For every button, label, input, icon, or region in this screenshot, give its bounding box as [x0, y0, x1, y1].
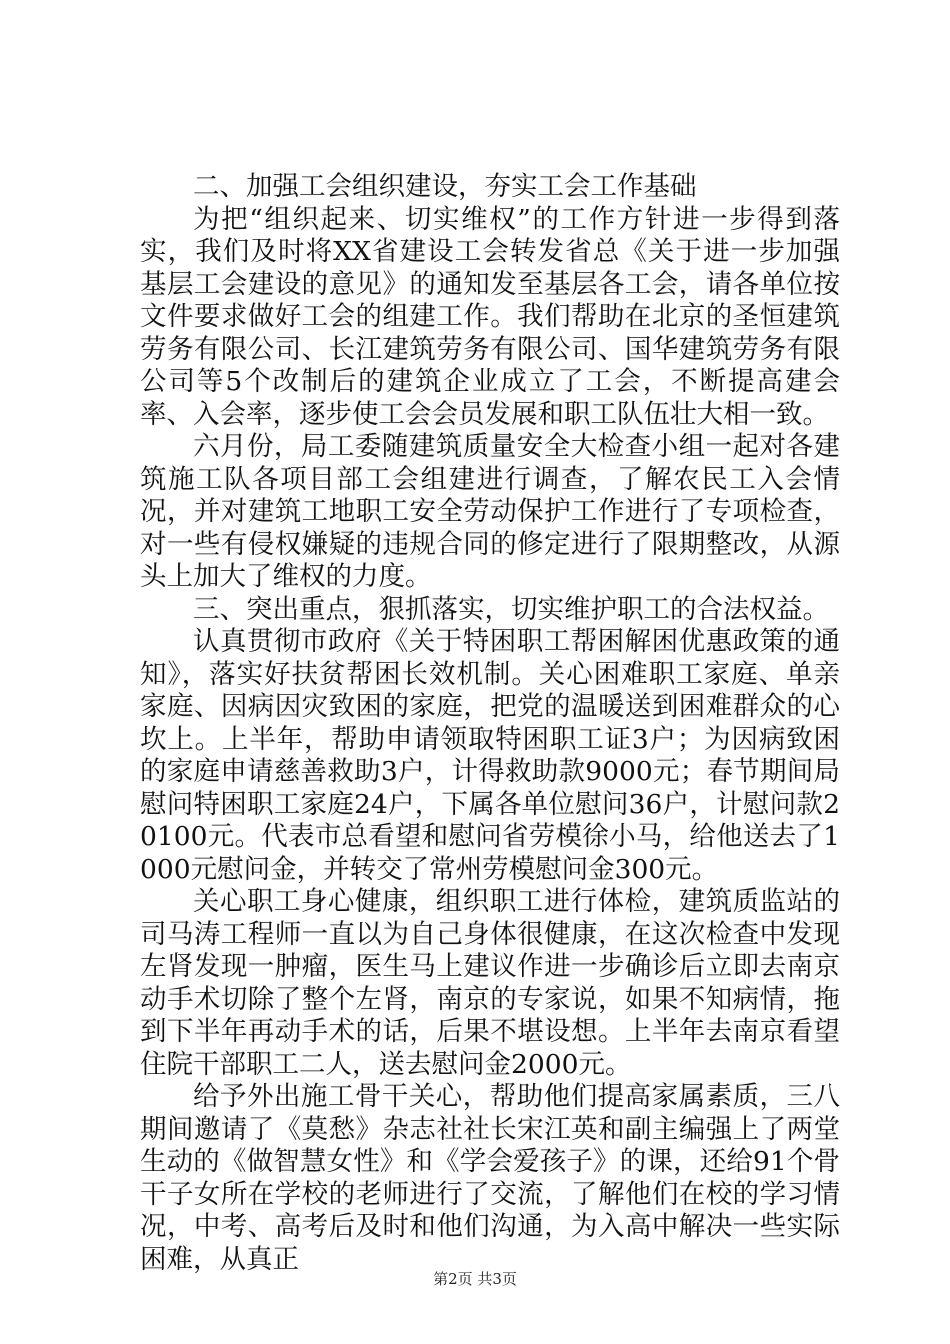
- page-number-footer: 第2页 共3页: [433, 1270, 517, 1288]
- paragraph-health: 关心职工身心健康，组织职工进行体检，建筑质监站的司马涛工程师一直以为自己身体很健康，在这次检查中发现左肾发现一肿瘤，医生马上建议作进一步确诊后立即去南京动手术切除了整个左肾，南京的专家说，如果不知病情，拖到下半年再动手术的话，后果不堪设想。上半年去南京看望住院干部职工二人，送去慰问金2000元。: [140, 886, 840, 1080]
- section-heading-3: 三、突出重点，狠抓落实，切实维护职工的合法权益。: [193, 593, 829, 625]
- paragraph-organization: 为把“组织起来、切实维权”的工作方针进一步得到落实，我们及时将XX省建设工会转发省总《关于进一步加强基层工会建设的意见》的通知发至基层各工会，请各单位按文件要求做好工会的组建工作。我们帮助在北京的圣恒建筑劳务有限公司、长江建筑劳务有限公司、国华建筑劳务有限公司等5个改制后的建筑企业成立了工会，不断提高建会率、入会率，逐步使工会会员发展和职工队伍壮大相一致。: [140, 203, 840, 430]
- paragraph-june-inspection: 六月份，局工委随建筑质量安全大检查小组一起对各建筑施工队各项目部工会组建进行调查，了解农民工入会情况，并对建筑工地职工安全劳动保护工作进行了专项检查，对一些有侵权嫌疑的违规合同的修定进行了限期整改，从源头上加大了维权的力度。: [140, 431, 840, 592]
- document-body: [140, 171, 840, 1276]
- paragraph-family-care: 给予外出施工骨干关心，帮助他们提高家属素质，三八期间邀请了《莫愁》杂志社社长宋江英和副主编强上了两堂生动的《做智慧女性》和《学会爱孩子》的课，还给91个骨干子女所在学校的老师进行了交流，了解他们在校的学习情况，中考、高考后及时和他们沟通，为入高中解决一些实际困难，从真正: [140, 1081, 840, 1275]
- paragraph-poverty-relief: 认真贯彻市政府《关于特困职工帮困解困优惠政策的通知》，落实好扶贫帮困长效机制。关心困难职工家庭、单亲家庭、因病因灾致困的家庭，把党的温暖送到困难群众的心坎上。上半年，帮助申请领取特困职工证3户；为因病致困的家庭申请慈善救助3户，计得救助款9000元；春节期间局慰问特困职工家庭24户，下属各单位慰问36户，计慰问款20100元。代表市总看望和慰问省劳模徐小马，给他送去了1000元慰问金，并转交了常州劳模慰问金300元。: [140, 626, 840, 885]
- section-heading-2: 二、加强工会组织建设，夯实工会工作基础: [193, 171, 697, 202]
